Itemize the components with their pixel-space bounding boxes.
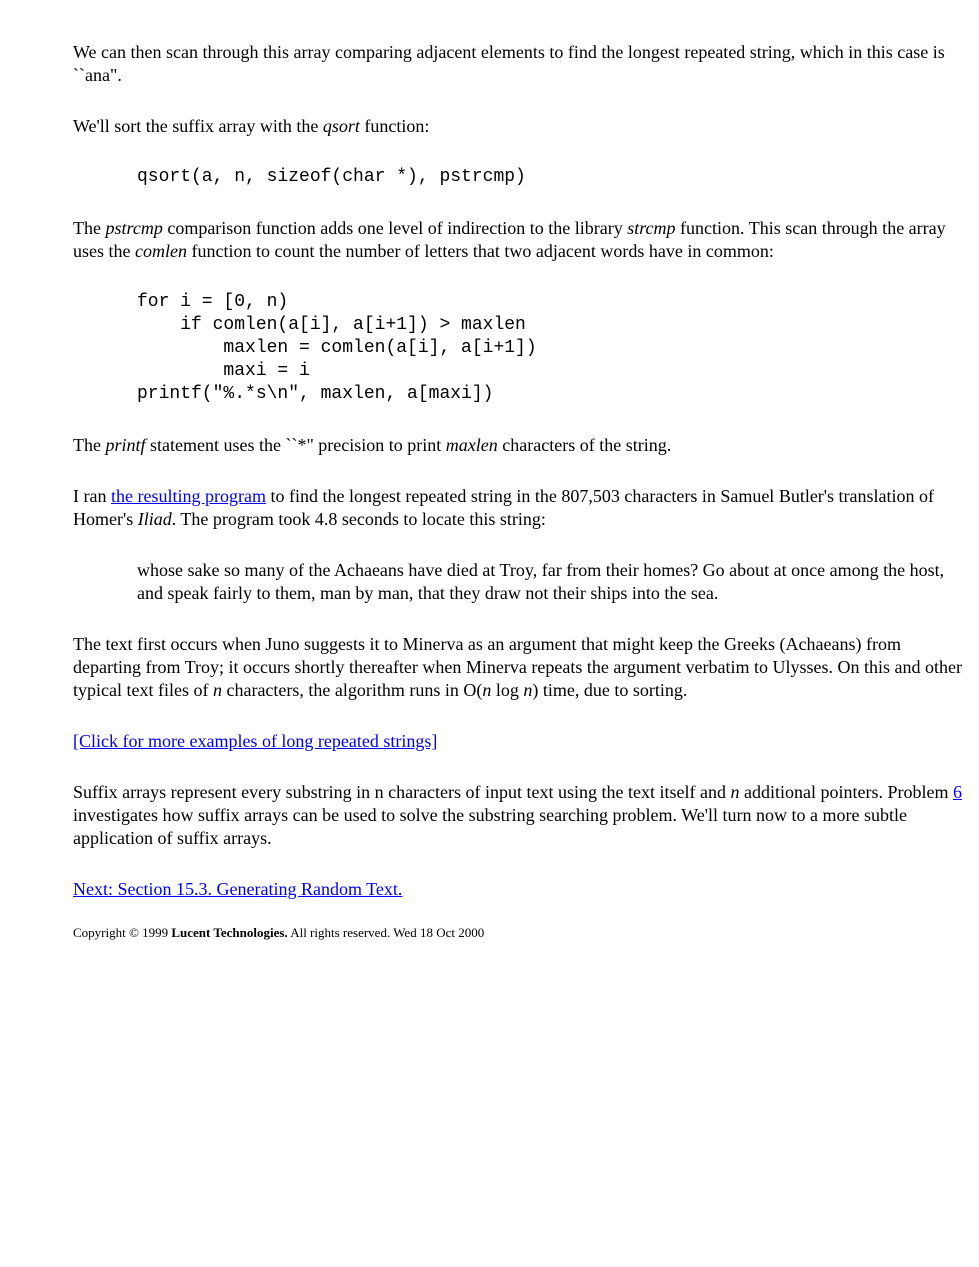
text-fragment: characters of the string.	[497, 435, 672, 455]
emphasis-iliad: Iliad	[137, 509, 172, 529]
text-fragment: I ran	[73, 486, 111, 506]
page-content	[73, 41, 965, 941]
code-block-qsort: qsort(a, n, sizeof(char *), pstrcmp)	[137, 167, 526, 187]
text-fragment: additional pointers. Problem	[739, 782, 953, 802]
emphasis-qsort: qsort	[322, 116, 360, 136]
text-fragment: ) time, due to sorting.	[532, 680, 688, 700]
paragraph-resulting-program	[73, 485, 965, 531]
paragraph-pstrcmp	[73, 217, 965, 263]
paragraph-qsort-intro	[73, 115, 965, 138]
text-fragment: to find the longest repeated string in the 807,503 characters in Samuel Butler's translation of Homer's	[73, 486, 935, 529]
text-fragment: comparison function adds one level of indirection to the library	[162, 218, 628, 238]
text-fragment: The	[73, 218, 106, 238]
link-resulting-program[interactable]: the resulting program	[110, 486, 266, 506]
text-fragment: The	[73, 435, 106, 455]
text-fragment: We'll sort the suffix array with the	[73, 116, 323, 136]
emphasis-maxlen: maxlen	[445, 435, 498, 455]
emphasis-comlen: comlen	[135, 241, 187, 261]
paragraph-suffix-arrays	[73, 781, 965, 850]
link-problem-6[interactable]: 6	[952, 782, 962, 802]
link-next-section[interactable]: Next: Section 15.3. Generating Random Text.	[73, 879, 403, 899]
paragraph-printf	[73, 434, 965, 457]
text-fragment: characters, the algorithm runs in O(	[221, 680, 483, 700]
text-fragment: function to count the number of letters that two adjacent words have in common:	[186, 241, 774, 261]
text-fragment: . The program took 4.8 seconds to locate this string:	[171, 509, 546, 529]
copyright-footer	[73, 925, 965, 941]
text-fragment: investigates how suffix arrays can be used to solve the substring searching problem. We'll turn now to a more subtle application of suffix arrays.	[73, 805, 907, 848]
text-fragment: function:	[359, 116, 430, 136]
emphasis-pstrcmp: pstrcmp	[105, 218, 163, 238]
paragraph-next-section	[73, 878, 965, 901]
emphasis-n: n	[730, 782, 740, 802]
paragraph-more-examples	[73, 730, 965, 753]
emphasis-n: n	[523, 680, 533, 700]
emphasis-n: n	[212, 680, 222, 700]
text-fragment: statement uses the ``*" precision to print	[145, 435, 446, 455]
emphasis-n: n	[482, 680, 492, 700]
emphasis-printf: printf	[105, 435, 146, 455]
text-fragment: log	[491, 680, 524, 700]
link-more-examples[interactable]: [Click for more examples of long repeated strings]	[73, 731, 438, 751]
code-block-scan-loop: for i = [0, n) if comlen(a[i], a[i+1]) > maxlen maxlen = comlen(a[i], a[i+1]) maxi = i printf("%.*s\n", maxlen, a[maxi])	[137, 292, 537, 404]
emphasis-strcmp: strcmp	[627, 218, 676, 238]
company-name: Lucent Technologies.	[171, 925, 288, 940]
blockquote-iliad-string: whose sake so many of the Achaeans have died at Troy, far from their homes? Go about at once among the host, and speak fairly to them, man by man, that they draw not their ships into the sea.	[137, 560, 945, 603]
text-fragment: Suffix arrays represent every substring in n characters of input text using the text itself and	[73, 782, 731, 802]
paragraph-juno-minerva	[73, 633, 965, 702]
text-fragment: The text first occurs when Juno suggests it to Minerva as an argument that might keep the Greeks (Achaeans) from departing from Troy; it occurs shortly thereafter when Minerva repeats the argument verbatim to Ulysses. On this and other typical text files of	[73, 634, 962, 700]
text-fragment: Copyright © 1999	[73, 925, 172, 940]
text-fragment: function. This scan through the array uses the	[73, 218, 946, 261]
paragraph-scan-array: We can then scan through this array comparing adjacent elements to find the longest repeated string, which in this case is ``ana".	[73, 42, 945, 85]
text-fragment: All rights reserved. Wed 18 Oct 2000	[287, 925, 485, 940]
